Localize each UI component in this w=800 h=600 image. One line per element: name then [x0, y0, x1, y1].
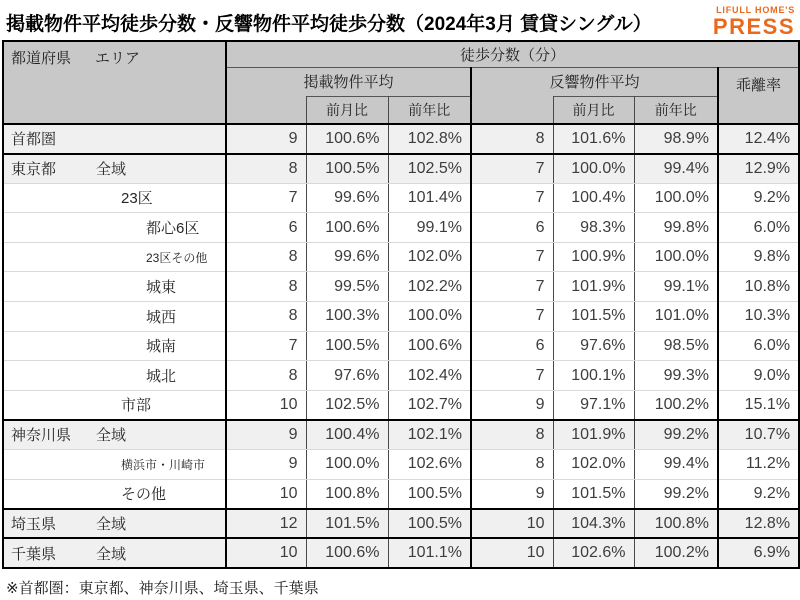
area-cell: [3, 183, 226, 213]
prefecture-label: 首都圏: [11, 131, 57, 149]
response-mom-cell: 100.9%: [553, 242, 634, 272]
area-cell: [3, 242, 226, 272]
table-row: [3, 420, 799, 450]
listed-average-blank-header: [226, 96, 306, 124]
listed-average-cell: 8: [226, 154, 306, 184]
response-yoy-cell: 98.9%: [634, 124, 718, 154]
listed-average-group-header: 掲載物件平均: [226, 67, 471, 96]
table-row: [3, 479, 799, 509]
listed-average-cell: 10: [226, 479, 306, 509]
table-row: [3, 538, 799, 568]
listed-average-cell: 8: [226, 302, 306, 332]
table-row: [3, 390, 799, 420]
response-yoy-cell: 99.4%: [634, 450, 718, 480]
area-header-label: エリア: [95, 50, 141, 67]
area-label: 城南: [146, 338, 177, 356]
area-label: 横浜市・川崎市: [121, 457, 206, 472]
response-mom-cell: 100.4%: [553, 183, 634, 213]
prefecture-label: 埼玉県: [11, 516, 57, 534]
listed-average-cell: 9: [226, 420, 306, 450]
table-row: [3, 213, 799, 243]
response-mom-cell: 101.5%: [553, 479, 634, 509]
area-label: 全域: [96, 161, 127, 179]
deviation-rate-cell: 10.3%: [718, 302, 799, 332]
response-average-cell: 8: [471, 124, 553, 154]
area-cell: [3, 272, 226, 302]
area-cell: [3, 538, 226, 568]
walk-minutes-header: 徒歩分数（分）: [226, 41, 799, 67]
listed-average-cell: 7: [226, 183, 306, 213]
header-row-1: [3, 41, 799, 67]
listed-mom-cell: 100.4%: [306, 420, 388, 450]
area-cell: [3, 154, 226, 184]
listed-average-cell: 10: [226, 390, 306, 420]
area-label: 全域: [96, 545, 127, 563]
listed-average-cell: 10: [226, 538, 306, 568]
table-row: [3, 124, 799, 154]
listed-yoy-cell: 100.6%: [388, 331, 471, 361]
response-mom-cell: 101.9%: [553, 272, 634, 302]
deviation-rate-cell: 9.2%: [718, 183, 799, 213]
deviation-rate-cell: 11.2%: [718, 450, 799, 480]
area-cell: [3, 124, 226, 154]
listed-yoy-cell: 100.5%: [388, 479, 471, 509]
listed-yoy-cell: 102.1%: [388, 420, 471, 450]
area-label: 全域: [96, 516, 127, 534]
listed-average-cell: 12: [226, 509, 306, 539]
prefecture-area-header: [3, 41, 226, 124]
prefecture-label: 東京都: [11, 161, 57, 179]
deviation-rate-header: 乖離率: [718, 67, 799, 124]
listed-yoy-cell: 100.0%: [388, 302, 471, 332]
deviation-rate-cell: 9.8%: [718, 242, 799, 272]
response-yoy-cell: 99.2%: [634, 420, 718, 450]
response-yoy-cell: 99.2%: [634, 479, 718, 509]
response-mom-cell: 101.6%: [553, 124, 634, 154]
deviation-rate-cell: 6.0%: [718, 331, 799, 361]
listed-average-cell: 8: [226, 361, 306, 391]
area-cell: [3, 450, 226, 480]
response-yoy-cell: 100.0%: [634, 242, 718, 272]
listed-average-cell: 9: [226, 124, 306, 154]
response-average-cell: 7: [471, 154, 553, 184]
walk-minutes-table: [2, 40, 800, 569]
table-row: [3, 272, 799, 302]
listed-mom-cell: 99.5%: [306, 272, 388, 302]
deviation-rate-cell: 6.0%: [718, 213, 799, 243]
response-yoy-cell: 100.8%: [634, 509, 718, 539]
response-average-cell: 7: [471, 302, 553, 332]
area-cell: [3, 213, 226, 243]
prefecture-label: 千葉県: [11, 545, 57, 563]
area-cell: [3, 479, 226, 509]
area-label: 市部: [121, 397, 152, 415]
response-average-cell: 9: [471, 390, 553, 420]
listed-mom-cell: 100.6%: [306, 213, 388, 243]
response-average-cell: 9: [471, 479, 553, 509]
response-yoy-cell: 98.5%: [634, 331, 718, 361]
deviation-rate-cell: 6.9%: [718, 538, 799, 568]
table-body: [3, 124, 799, 568]
listed-mom-cell: 100.3%: [306, 302, 388, 332]
table-row: [3, 183, 799, 213]
response-yoy-cell: 99.8%: [634, 213, 718, 243]
response-average-cell: 6: [471, 331, 553, 361]
listed-average-cell: 8: [226, 242, 306, 272]
response-average-cell: 7: [471, 183, 553, 213]
title-bar: [0, 0, 800, 40]
response-mom-cell: 98.3%: [553, 213, 634, 243]
listed-mom-cell: 102.5%: [306, 390, 388, 420]
listed-mom-cell: 99.6%: [306, 183, 388, 213]
table-row: [3, 331, 799, 361]
logo-press-text: PRESS: [712, 14, 795, 39]
listed-yoy-cell: 101.1%: [388, 538, 471, 568]
table-row: [3, 361, 799, 391]
response-mom-cell: 100.1%: [553, 361, 634, 391]
listed-mom-cell: 100.8%: [306, 479, 388, 509]
listed-mom-cell: 100.6%: [306, 124, 388, 154]
area-label: 城東: [146, 279, 177, 297]
listed-mom-header: 前月比: [306, 96, 388, 124]
deviation-rate-cell: 9.0%: [718, 361, 799, 391]
listed-mom-cell: 99.6%: [306, 242, 388, 272]
response-average-cell: 7: [471, 242, 553, 272]
response-mom-cell: 97.6%: [553, 331, 634, 361]
listed-average-cell: 9: [226, 450, 306, 480]
area-label: 全域: [96, 427, 127, 445]
prefecture-label: 神奈川県: [11, 427, 72, 445]
deviation-rate-cell: 12.8%: [718, 509, 799, 539]
table-row: [3, 154, 799, 184]
listed-yoy-cell: 100.5%: [388, 509, 471, 539]
deviation-rate-cell: 12.4%: [718, 124, 799, 154]
area-cell: [3, 361, 226, 391]
listed-yoy-cell: 102.0%: [388, 242, 471, 272]
listed-yoy-header: 前年比: [388, 96, 471, 124]
response-yoy-cell: 99.3%: [634, 361, 718, 391]
lifull-homes-press-logo: [713, 4, 798, 38]
response-mom-cell: 101.5%: [553, 302, 634, 332]
listed-yoy-cell: 102.5%: [388, 154, 471, 184]
response-average-cell: 6: [471, 213, 553, 243]
response-average-group-header: 反響物件平均: [471, 67, 718, 96]
response-mom-cell: 102.0%: [553, 450, 634, 480]
area-cell: [3, 420, 226, 450]
response-yoy-header: 前年比: [634, 96, 718, 124]
listed-yoy-cell: 102.7%: [388, 390, 471, 420]
listed-yoy-cell: 102.4%: [388, 361, 471, 391]
area-cell: [3, 390, 226, 420]
listed-yoy-cell: 99.1%: [388, 213, 471, 243]
response-yoy-cell: 101.0%: [634, 302, 718, 332]
response-average-cell: 10: [471, 509, 553, 539]
response-average-cell: 7: [471, 272, 553, 302]
response-mom-cell: 102.6%: [553, 538, 634, 568]
area-cell: [3, 302, 226, 332]
footnote: ※首都圏：東京都、神奈川県、埼玉県、千葉県: [6, 579, 319, 597]
area-cell: [3, 331, 226, 361]
listed-mom-cell: 100.0%: [306, 450, 388, 480]
area-label: 城北: [146, 368, 177, 386]
table-row: [3, 302, 799, 332]
table-header: [3, 41, 799, 124]
response-yoy-cell: 100.2%: [634, 390, 718, 420]
table-row: [3, 509, 799, 539]
deviation-rate-cell: 10.7%: [718, 420, 799, 450]
listed-average-cell: 8: [226, 272, 306, 302]
area-label: 23区その他: [146, 250, 208, 265]
listed-mom-cell: 101.5%: [306, 509, 388, 539]
listed-yoy-cell: 102.6%: [388, 450, 471, 480]
response-yoy-cell: 100.0%: [634, 183, 718, 213]
listed-mom-cell: 100.5%: [306, 331, 388, 361]
deviation-rate-cell: 12.9%: [718, 154, 799, 184]
listed-yoy-cell: 102.2%: [388, 272, 471, 302]
page-title: 掲載物件平均徒歩分数・反響物件平均徒歩分数（2024年3月 賃貸シングル）: [6, 14, 652, 35]
deviation-rate-cell: 9.2%: [718, 479, 799, 509]
response-average-cell: 8: [471, 420, 553, 450]
logo-lifull-homes-text: LIFULL HOME'S: [716, 5, 795, 15]
response-mom-cell: 104.3%: [553, 509, 634, 539]
response-yoy-cell: 99.4%: [634, 154, 718, 184]
listed-average-cell: 6: [226, 213, 306, 243]
table-row: [3, 242, 799, 272]
deviation-rate-cell: 15.1%: [718, 390, 799, 420]
table-row: [3, 450, 799, 480]
response-average-blank-header: [471, 96, 553, 124]
prefecture-header-label: 都道府県: [11, 50, 72, 67]
listed-yoy-cell: 102.8%: [388, 124, 471, 154]
response-mom-cell: 100.0%: [553, 154, 634, 184]
area-label: その他: [121, 486, 167, 504]
response-average-cell: 10: [471, 538, 553, 568]
response-average-cell: 7: [471, 361, 553, 391]
deviation-rate-cell: 10.8%: [718, 272, 799, 302]
listed-average-cell: 7: [226, 331, 306, 361]
response-mom-cell: 97.1%: [553, 390, 634, 420]
area-label: 城西: [146, 308, 177, 326]
response-mom-header: 前月比: [553, 96, 634, 124]
listed-mom-cell: 100.5%: [306, 154, 388, 184]
area-cell: [3, 509, 226, 539]
listed-mom-cell: 97.6%: [306, 361, 388, 391]
listed-mom-cell: 100.6%: [306, 538, 388, 568]
response-yoy-cell: 99.1%: [634, 272, 718, 302]
listed-yoy-cell: 101.4%: [388, 183, 471, 213]
response-mom-cell: 101.9%: [553, 420, 634, 450]
response-yoy-cell: 100.2%: [634, 538, 718, 568]
area-label: 都心6区: [146, 220, 200, 238]
response-average-cell: 8: [471, 450, 553, 480]
area-label: 23区: [121, 190, 153, 208]
